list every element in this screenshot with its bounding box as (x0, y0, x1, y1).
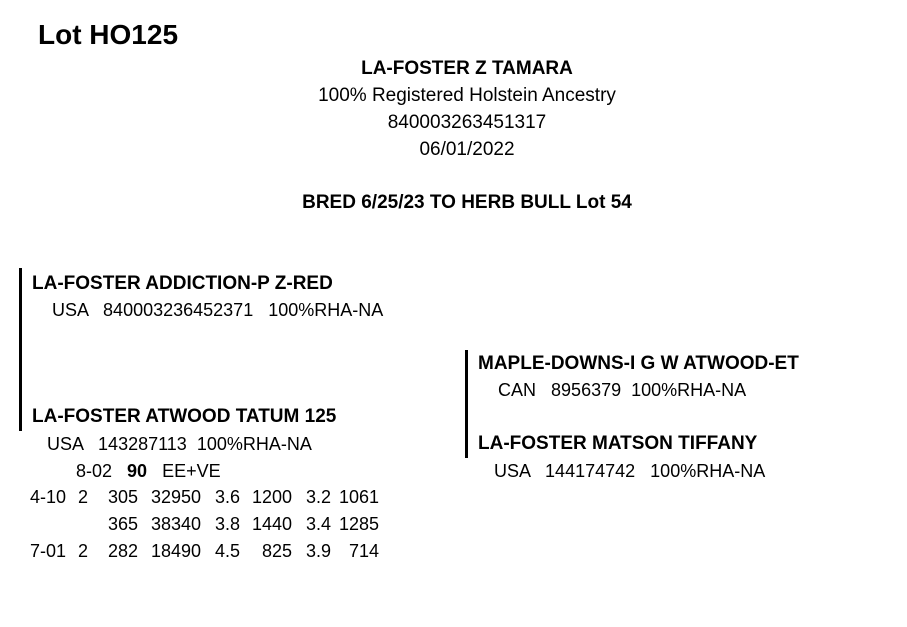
record-age (30, 511, 78, 538)
animal-id: 840003263451317 (387, 112, 547, 133)
record-fat-pct: 4.5 (214, 541, 240, 561)
mgs-rha: 100%RHA-NA (631, 380, 747, 400)
record-age: 4-10 (30, 487, 67, 507)
sire-info (52, 297, 383, 324)
record-days: 365 (107, 514, 138, 534)
record-lactation: 2 (78, 487, 89, 507)
dam-info (47, 431, 312, 458)
record-fat-pct: 3.6 (214, 487, 240, 507)
mgd-country: USA (494, 461, 531, 481)
record-days: 282 (107, 541, 138, 561)
sire-reg: 840003236452371 (103, 300, 254, 320)
record-protein: 1285 (338, 514, 379, 534)
dam-score: 90 (127, 461, 148, 481)
animal-ancestry: 100% Registered Holstein Ancestry (318, 85, 616, 106)
pedigree-bracket-line (465, 350, 468, 458)
maternal-granddam-info (494, 458, 765, 485)
record-fat-pct: 3.8 (214, 514, 240, 534)
record-milk: 38340 (150, 514, 201, 534)
sire-name: LA-FOSTER ADDICTION-P Z-RED (32, 273, 333, 294)
record-milk: 18490 (150, 541, 201, 561)
dam-class-age: 8-02 (76, 461, 113, 481)
record-lactation: 2 (78, 541, 89, 561)
record-fat: 1200 (251, 487, 292, 507)
table-row (30, 511, 379, 538)
record-protein: 1061 (338, 487, 379, 507)
maternal-grandsire-info (498, 377, 746, 404)
sire-rha: 100%RHA-NA (268, 300, 384, 320)
bred-info: BRED 6/25/23 TO HERB BULL Lot 54 (302, 192, 632, 213)
record-days: 305 (107, 487, 138, 507)
record-protein-pct: 3.2 (305, 487, 331, 507)
dam-grade: EE+VE (162, 461, 221, 481)
record-protein-pct: 3.9 (305, 541, 331, 561)
mgd-rha: 100%RHA-NA (650, 461, 766, 481)
record-age: 7-01 (30, 541, 67, 561)
pedigree-bracket-line (19, 268, 22, 431)
record-protein-pct: 3.4 (305, 514, 331, 534)
lot-number: Lot HO125 (38, 19, 179, 50)
record-lactation (78, 511, 98, 538)
record-protein: 714 (348, 541, 379, 561)
mgs-reg: 8956379 (551, 380, 622, 400)
mgs-country: CAN (498, 380, 537, 400)
dam-name: LA-FOSTER ATWOOD TATUM 125 (32, 406, 337, 427)
dam-rha: 100%RHA-NA (196, 434, 312, 454)
mgd-reg: 144174742 (545, 461, 636, 481)
dam-classification (76, 458, 221, 485)
table-row (30, 484, 379, 511)
record-milk: 32950 (150, 487, 201, 507)
maternal-grandsire-name: MAPLE-DOWNS-I G W ATWOOD-ET (478, 353, 799, 374)
record-fat: 1440 (251, 514, 292, 534)
animal-name: LA-FOSTER Z TAMARA (361, 58, 573, 79)
animal-birth-date: 06/01/2022 (419, 139, 515, 160)
dam-production-records (30, 484, 379, 565)
record-fat: 825 (261, 541, 292, 561)
dam-reg: 143287113 (98, 434, 187, 454)
maternal-granddam-name: LA-FOSTER MATSON TIFFANY (478, 433, 758, 454)
table-row (30, 538, 379, 565)
dam-country: USA (47, 434, 84, 454)
sire-country: USA (52, 300, 89, 320)
